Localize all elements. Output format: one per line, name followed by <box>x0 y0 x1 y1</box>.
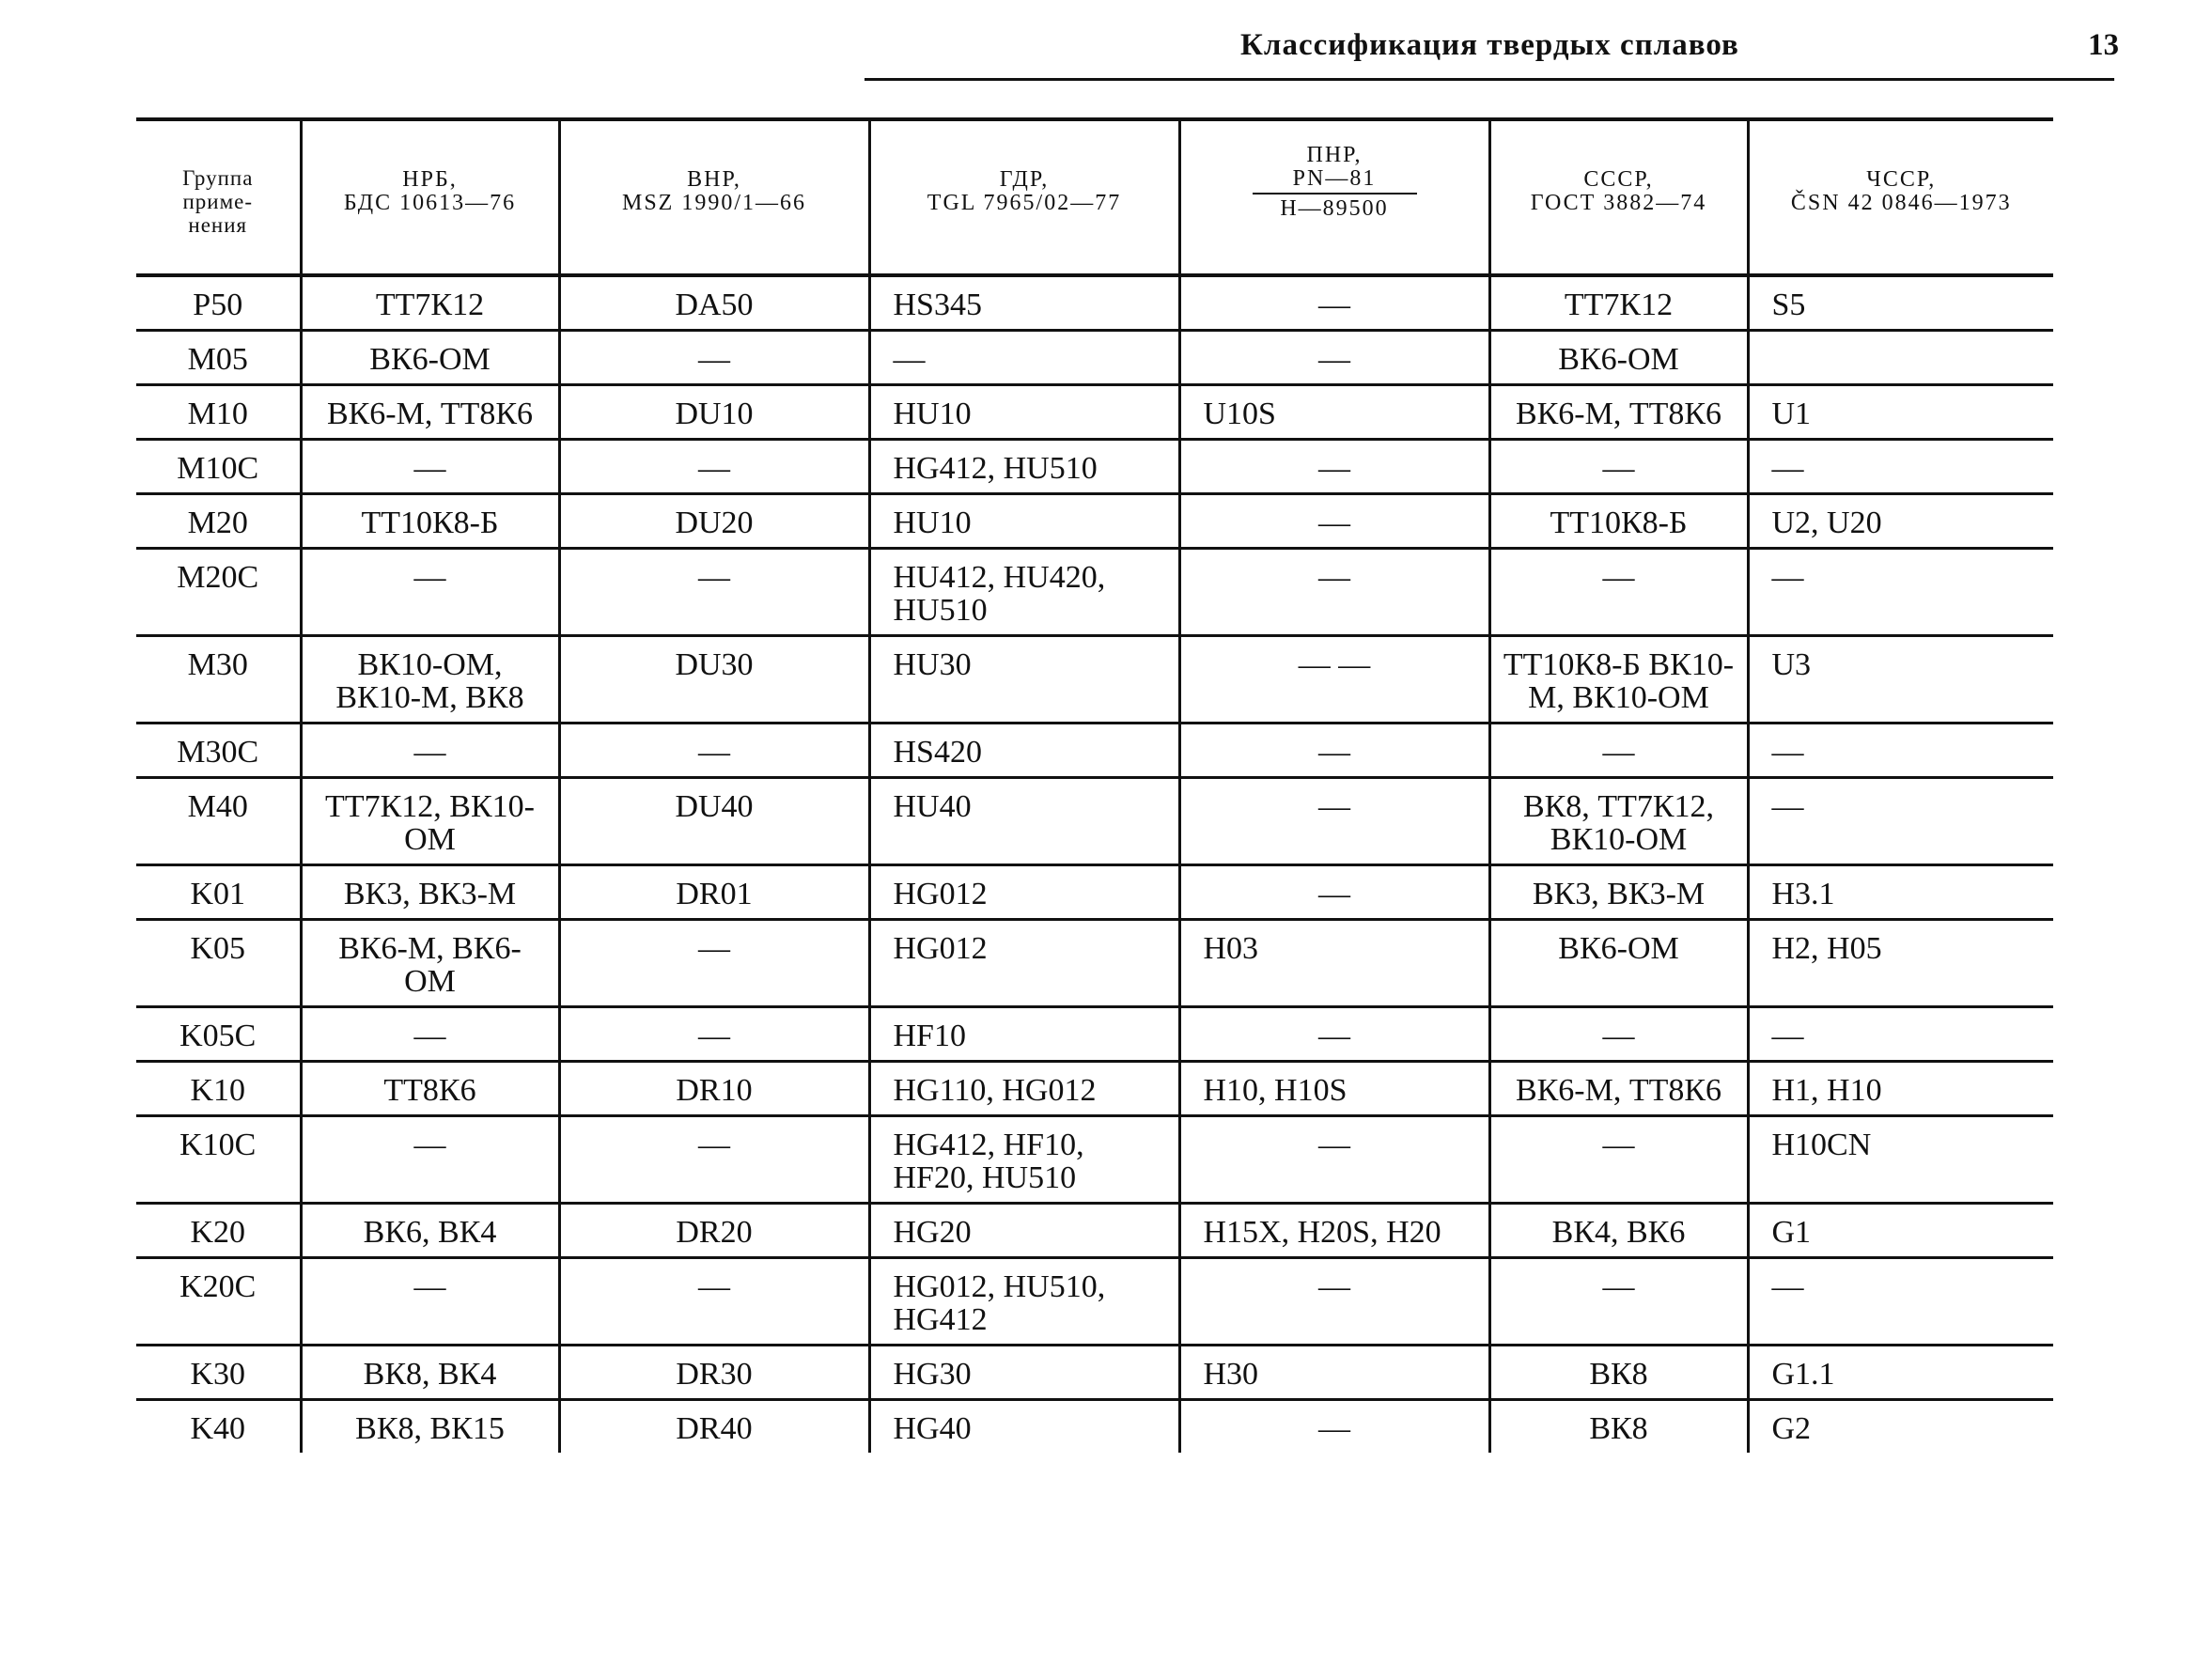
table-row <box>136 331 2053 385</box>
cell-chssr: G1.1 <box>1748 1346 2053 1400</box>
hard-alloy-classification-table <box>136 117 2053 1453</box>
cell-chssr: — <box>1748 724 2053 778</box>
cell-group: M10 <box>136 385 301 440</box>
cell-gdr: HU40 <box>869 778 1179 865</box>
table-row <box>136 778 2053 865</box>
cell-nrb: ВК6-М, ТТ8К6 <box>301 385 559 440</box>
running-head <box>0 0 2212 85</box>
cell-pnr: — <box>1179 1400 1489 1454</box>
cell-vnr: DR20 <box>559 1204 869 1258</box>
cell-sssr: — <box>1489 724 1748 778</box>
cell-group: M30 <box>136 636 301 724</box>
cell-gdr: HG412, HU510 <box>869 440 1179 494</box>
cell-gdr: HF10 <box>869 1007 1179 1062</box>
cell-pnr: — <box>1179 275 1489 331</box>
cell-gdr: HU30 <box>869 636 1179 724</box>
cell-gdr: HG110, HG012 <box>869 1062 1179 1116</box>
cell-nrb: — <box>301 1258 559 1346</box>
cell-group: K10 <box>136 1062 301 1116</box>
cell-pnr: H10, H10S <box>1179 1062 1489 1116</box>
cell-sssr: — <box>1489 1116 1748 1204</box>
cell-chssr: G1 <box>1748 1204 2053 1258</box>
cell-vnr: — <box>559 1258 869 1346</box>
cell-pnr: — <box>1179 549 1489 636</box>
cell-gdr: HS345 <box>869 275 1179 331</box>
cell-chssr: U3 <box>1748 636 2053 724</box>
cell-nrb: ВК3, ВК3-М <box>301 865 559 920</box>
table-row <box>136 724 2053 778</box>
cell-nrb: ВК6, ВК4 <box>301 1204 559 1258</box>
cell-vnr: — <box>559 440 869 494</box>
cell-group: M20 <box>136 494 301 549</box>
table-row <box>136 1116 2053 1204</box>
cell-group: K05 <box>136 920 301 1007</box>
cell-sssr: ВК8 <box>1489 1400 1748 1454</box>
cell-group: K10C <box>136 1116 301 1204</box>
cell-sssr: ТТ10К8-Б <box>1489 494 1748 549</box>
cell-chssr: — <box>1748 440 2053 494</box>
cell-sssr: ВК8 <box>1489 1346 1748 1400</box>
header-rule <box>865 78 2114 81</box>
cell-vnr: DR01 <box>559 865 869 920</box>
cell-sssr: ВК6-ОМ <box>1489 331 1748 385</box>
cell-group: M05 <box>136 331 301 385</box>
cell-chssr: H2, H05 <box>1748 920 2053 1007</box>
cell-pnr: — <box>1179 778 1489 865</box>
cell-group: K20 <box>136 1204 301 1258</box>
cell-group: K20C <box>136 1258 301 1346</box>
cell-chssr: — <box>1748 778 2053 865</box>
cell-group: K01 <box>136 865 301 920</box>
cell-sssr: ВК3, ВК3-М <box>1489 865 1748 920</box>
table-row <box>136 1346 2053 1400</box>
cell-nrb: — <box>301 440 559 494</box>
cell-vnr: — <box>559 1116 869 1204</box>
cell-sssr: ТТ10К8-Б ВК10-М, ВК10-ОМ <box>1489 636 1748 724</box>
cell-sssr: ВК6-М, ТТ8К6 <box>1489 385 1748 440</box>
cell-group: M20C <box>136 549 301 636</box>
cell-gdr: HU10 <box>869 385 1179 440</box>
cell-nrb: ТТ7К12, ВК10-ОМ <box>301 778 559 865</box>
table-row <box>136 1400 2053 1454</box>
cell-gdr: HG012 <box>869 920 1179 1007</box>
cell-gdr: HG412, HF10, HF20, HU510 <box>869 1116 1179 1204</box>
cell-chssr <box>1748 331 2053 385</box>
cell-group: K40 <box>190 1411 246 1446</box>
column-header-gdr: ГДР, TGL 7965/02—77 <box>869 119 1179 275</box>
cell-chssr: — <box>1748 1258 2053 1346</box>
table-row <box>136 1204 2053 1258</box>
cell-nrb: ВК6-ОМ <box>301 331 559 385</box>
cell-group: M40 <box>136 778 301 865</box>
cell-chssr: H10CN <box>1748 1116 2053 1204</box>
column-header-pnr: ПНР, PN—81 H—89500 <box>1179 119 1489 275</box>
cell-vnr: DA50 <box>559 275 869 331</box>
cell-pnr: — <box>1179 1258 1489 1346</box>
table-row <box>136 440 2053 494</box>
running-title: Классификация твердых сплавов <box>1240 28 1739 62</box>
cell-pnr: — <box>1179 1116 1489 1204</box>
cell-group: M30C <box>136 724 301 778</box>
page-number: 13 <box>2088 28 2119 62</box>
cell-nrb: — <box>301 1007 559 1062</box>
cell-sssr: — <box>1489 440 1748 494</box>
cell-gdr: — <box>869 331 1179 385</box>
cell-nrb: ВК8, ВК4 <box>301 1346 559 1400</box>
table-row <box>136 1007 2053 1062</box>
cell-sssr: — <box>1489 1258 1748 1346</box>
cell-vnr: DU10 <box>559 385 869 440</box>
table-row <box>136 275 2053 331</box>
cell-gdr: HG20 <box>869 1204 1179 1258</box>
column-header-nrb: НРБ, БДС 10613—76 <box>301 119 559 275</box>
cell-group: K05C <box>136 1007 301 1062</box>
header-row <box>136 119 2053 275</box>
cell-vnr: DU20 <box>559 494 869 549</box>
cell-chssr: — <box>1748 1007 2053 1062</box>
cell-chssr: H1, H10 <box>1748 1062 2053 1116</box>
cell-sssr: ВК6-ОМ <box>1489 920 1748 1007</box>
cell-vnr: — <box>559 724 869 778</box>
cell-sssr: — <box>1489 549 1748 636</box>
table-row <box>136 920 2053 1007</box>
table-row <box>136 636 2053 724</box>
cell-nrb: — <box>301 724 559 778</box>
cell-group: P50 <box>136 275 301 331</box>
table-row <box>136 1258 2053 1346</box>
cell-chssr: H3.1 <box>1748 865 2053 920</box>
cell-nrb: — <box>301 549 559 636</box>
cell-nrb: ВК8, ВК15 <box>301 1400 559 1454</box>
cell-gdr: HG30 <box>869 1346 1179 1400</box>
cell-sssr: — <box>1489 1007 1748 1062</box>
cell-chssr: U2, U20 <box>1748 494 2053 549</box>
cell-nrb: ТТ8К6 <box>301 1062 559 1116</box>
column-header-chssr: ЧССР, ČSN 42 0846—1973 <box>1748 119 2053 275</box>
cell-nrb: — <box>301 1116 559 1204</box>
cell-pnr: — <box>1179 724 1489 778</box>
cell-vnr: DU40 <box>559 778 869 865</box>
cell-pnr: U10S <box>1179 385 1489 440</box>
cell-vnr: DR10 <box>559 1062 869 1116</box>
cell-vnr: DR30 <box>559 1346 869 1400</box>
cell-pnr: H03 <box>1179 920 1489 1007</box>
cell-sssr: ВК4, ВК6 <box>1489 1204 1748 1258</box>
cell-nrb: ВК6-М, ВК6-ОМ <box>301 920 559 1007</box>
cell-gdr: HU10 <box>869 494 1179 549</box>
cell-chssr: S5 <box>1748 275 2053 331</box>
column-header-vnr: ВНР, MSZ 1990/1—66 <box>559 119 869 275</box>
cell-sssr: ТТ7К12 <box>1489 275 1748 331</box>
cell-vnr: — <box>559 549 869 636</box>
cell-pnr: — <box>1179 1007 1489 1062</box>
cell-chssr: U1 <box>1748 385 2053 440</box>
cell-gdr: HG012 <box>869 865 1179 920</box>
cell-group: M10C <box>136 440 301 494</box>
cell-sssr: ВК6-М, ТТ8К6 <box>1489 1062 1748 1116</box>
table-row <box>136 549 2053 636</box>
cell-vnr: DU30 <box>559 636 869 724</box>
fraction-line <box>1253 193 1417 195</box>
cell-gdr: HU412, HU420, HU510 <box>869 549 1179 636</box>
cell-pnr: — — <box>1179 636 1489 724</box>
cell-group: K30 <box>136 1346 301 1400</box>
table-row <box>136 385 2053 440</box>
cell-chssr: — <box>1748 549 2053 636</box>
cell-vnr: — <box>559 1007 869 1062</box>
cell-chssr: G2 <box>1748 1400 2053 1454</box>
column-header-group: Группа приме- нения <box>136 119 301 275</box>
cell-vnr: — <box>559 331 869 385</box>
cell-nrb: ТТ10К8-Б <box>301 494 559 549</box>
cell-gdr: HS420 <box>869 724 1179 778</box>
cell-vnr: — <box>559 920 869 1007</box>
table-row <box>136 865 2053 920</box>
cell-pnr: H30 <box>1179 1346 1489 1400</box>
cell-pnr: — <box>1179 440 1489 494</box>
cell-pnr: H15X, H20S, H20 <box>1179 1204 1489 1258</box>
cell-sssr: ВК8, ТТ7К12, ВК10-ОМ <box>1489 778 1748 865</box>
cell-nrb: ТТ7К12 <box>301 275 559 331</box>
cell-gdr: HG012, HU510, HG412 <box>869 1258 1179 1346</box>
cell-vnr: DR40 <box>559 1400 869 1454</box>
column-header-sssr: СССР, ГОСТ 3882—74 <box>1489 119 1748 275</box>
cell-pnr: — <box>1179 865 1489 920</box>
table-row <box>136 1062 2053 1116</box>
cell-gdr: HG40 <box>869 1400 1179 1454</box>
cell-nrb: ВК10-ОМ, ВК10-М, ВК8 <box>301 636 559 724</box>
table-row <box>136 494 2053 549</box>
cell-pnr: — <box>1179 494 1489 549</box>
cell-pnr: — <box>1179 331 1489 385</box>
